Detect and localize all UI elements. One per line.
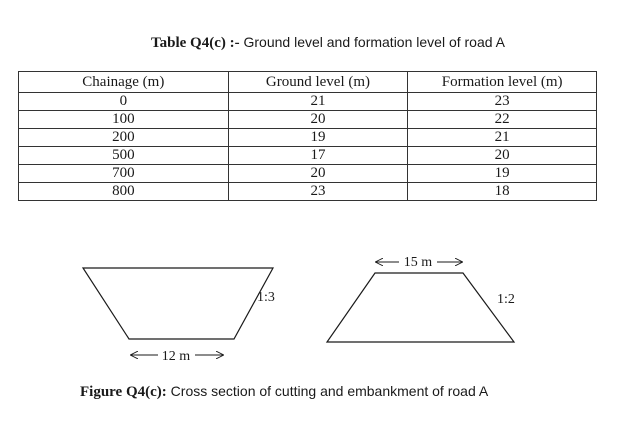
cell-formation-level: 23 [408, 93, 597, 111]
header-chainage: Chainage (m) [19, 72, 229, 93]
cell-formation-level: 21 [408, 129, 597, 147]
figure-caption-text: Cross section of cutting and embankment of road A [166, 383, 489, 399]
cutting-section-shape [83, 268, 273, 339]
cutting-base-width-label: 12 m [161, 349, 191, 364]
cell-ground-level: 19 [228, 129, 408, 147]
embankment-top-width-label: 15 m [403, 255, 433, 270]
table-caption-text: Ground level and formation level of road A [239, 34, 505, 50]
cell-chainage: 800 [19, 183, 229, 201]
cell-chainage: 500 [19, 147, 229, 165]
table-row [19, 111, 597, 129]
cell-chainage: 100 [19, 111, 229, 129]
cell-formation-level: 18 [408, 183, 597, 201]
table-row [19, 147, 597, 165]
cell-chainage: 0 [19, 93, 229, 111]
table-caption-label: Table Q4(c) :- [151, 35, 240, 51]
cell-ground-level: 20 [228, 165, 408, 183]
cross-section-figure [0, 230, 618, 370]
figure-caption [80, 383, 488, 401]
cutting-slope-label: 1:3 [257, 290, 275, 305]
table-row [19, 129, 597, 147]
cell-chainage: 200 [19, 129, 229, 147]
table-header-row [19, 72, 597, 93]
cell-ground-level: 21 [228, 93, 408, 111]
header-ground-level: Ground level (m) [228, 72, 408, 93]
cell-ground-level: 23 [228, 183, 408, 201]
level-table [18, 71, 597, 201]
table-row [19, 165, 597, 183]
cell-formation-level: 22 [408, 111, 597, 129]
cell-formation-level: 19 [408, 165, 597, 183]
cell-ground-level: 20 [228, 111, 408, 129]
cell-ground-level: 17 [228, 147, 408, 165]
embankment-slope-label: 1:2 [497, 292, 515, 307]
table-row [19, 183, 597, 201]
cell-chainage: 700 [19, 165, 229, 183]
header-formation-level: Formation level (m) [408, 72, 597, 93]
table-caption [0, 34, 618, 52]
table-row [19, 93, 597, 111]
figure-caption-label: Figure Q4(c): [80, 384, 167, 400]
embankment-section-shape [327, 273, 514, 342]
cell-formation-level: 20 [408, 147, 597, 165]
